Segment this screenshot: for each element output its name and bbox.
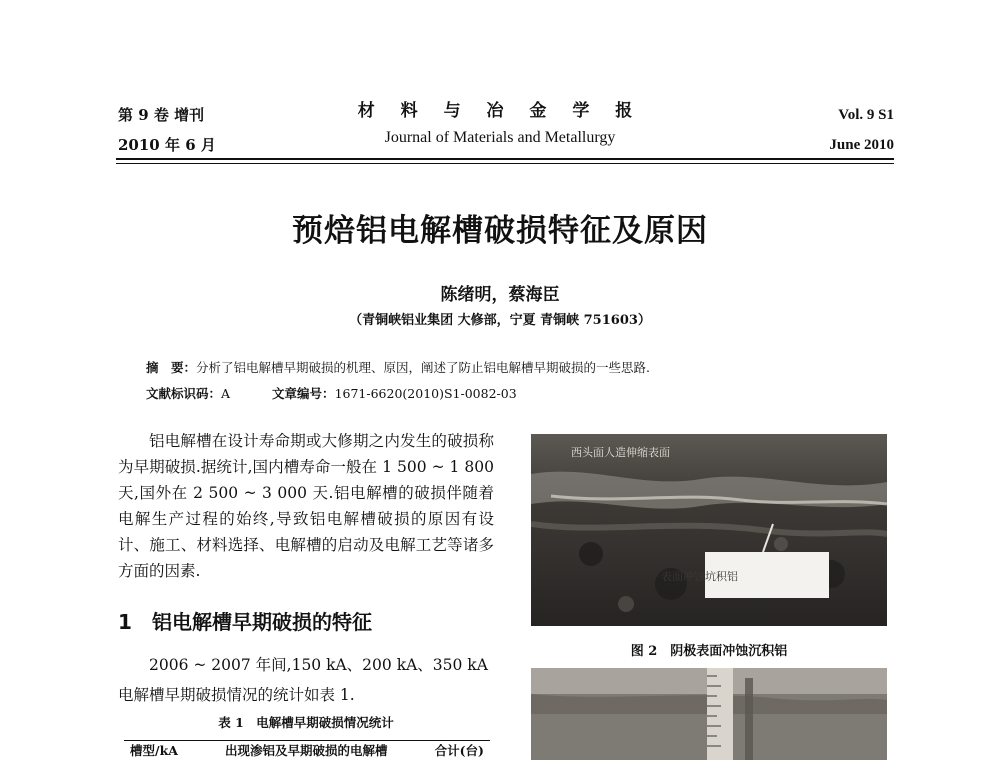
figure-3-photo xyxy=(531,668,887,760)
header-rule-thick xyxy=(116,158,894,160)
table-header-cell: 合计(台) xyxy=(434,743,484,758)
table-header-cell: 槽型/kA xyxy=(130,743,178,758)
article-no: 1671-6620(2010)S1-0082-03 xyxy=(334,386,517,401)
figure-3-image xyxy=(531,668,887,760)
intro-paragraph xyxy=(118,428,494,584)
table-1-caption: 表 1 电解槽早期破损情况统计 xyxy=(218,715,394,730)
figure-2-caption: 图 2 阴极表面冲蚀沉积铝 xyxy=(630,644,788,659)
table-header-cell: 出现渗铝及早期破损的电解槽 xyxy=(225,743,388,758)
cathode-surface-image xyxy=(531,434,887,626)
section-1-text: 2006 ~ 2007 年间,150 kA、200 kA、350 kA 电解槽早期破损情况的统计如表 1. xyxy=(118,656,488,704)
header-rule-thin xyxy=(116,163,894,164)
section-1-paragraph xyxy=(118,650,494,710)
fig2-label-note: 表面冲蚀坑积铝 xyxy=(661,570,738,583)
article-no-label: 文章编号： xyxy=(272,386,335,401)
doc-code-label: 文献标识码： xyxy=(146,386,222,401)
table-1-header-row xyxy=(124,741,490,759)
section-1-heading xyxy=(118,606,372,635)
article-authors: 陈绪明，蔡海臣 xyxy=(440,285,560,305)
volume-date-en xyxy=(829,100,894,160)
fig2-label-top: 西头面人造伸缩表面 xyxy=(571,446,670,459)
article-affiliation: （青铜峡铝业集团 大修部，宁夏 青铜峡 751603） xyxy=(349,313,651,328)
intro-text: 铝电解槽在设计寿命期或大修期之内发生的破损称为早期破损.据统计,国内槽寿命一般在 1 500 ~ 1 800 天,国外在 2 500 ~ 3 000 天.铝电解槽的破损伴随着电解生产过程的始终,导致铝电解槽破损的原因有设计、施工、材料选择、电解槽的启动及电解工艺等诸多方面的因素. xyxy=(118,432,494,580)
section-1-number: 1 xyxy=(118,610,132,634)
abstract-text: 分析了铝电解槽早期破损的机理、原因，阐述了防止铝电解槽早期破损的一些思路. xyxy=(196,360,650,375)
journal-name-cn: 材 料 与 冶 金 学 报 xyxy=(357,101,643,121)
abstract-line xyxy=(146,355,650,381)
doc-code: A xyxy=(221,386,231,401)
article-title: 预焙铝电解槽破损特征及原因 xyxy=(292,213,708,249)
abstract-block xyxy=(146,355,650,407)
journal-name-en: Journal of Materials and Metallurgy xyxy=(384,129,616,146)
date-en: June 2010 xyxy=(829,137,894,153)
date-cn: 2010 年 6 月 xyxy=(118,136,216,154)
volume-en: Vol. 9 S1 xyxy=(838,107,894,123)
abstract-label: 摘 要： xyxy=(146,360,197,375)
doc-code-line xyxy=(146,381,650,407)
section-1-title: 铝电解槽早期破损的特征 xyxy=(152,610,372,634)
figure-2-photo xyxy=(531,434,887,626)
volume-cn: 第 9 卷 增刊 xyxy=(118,106,205,124)
